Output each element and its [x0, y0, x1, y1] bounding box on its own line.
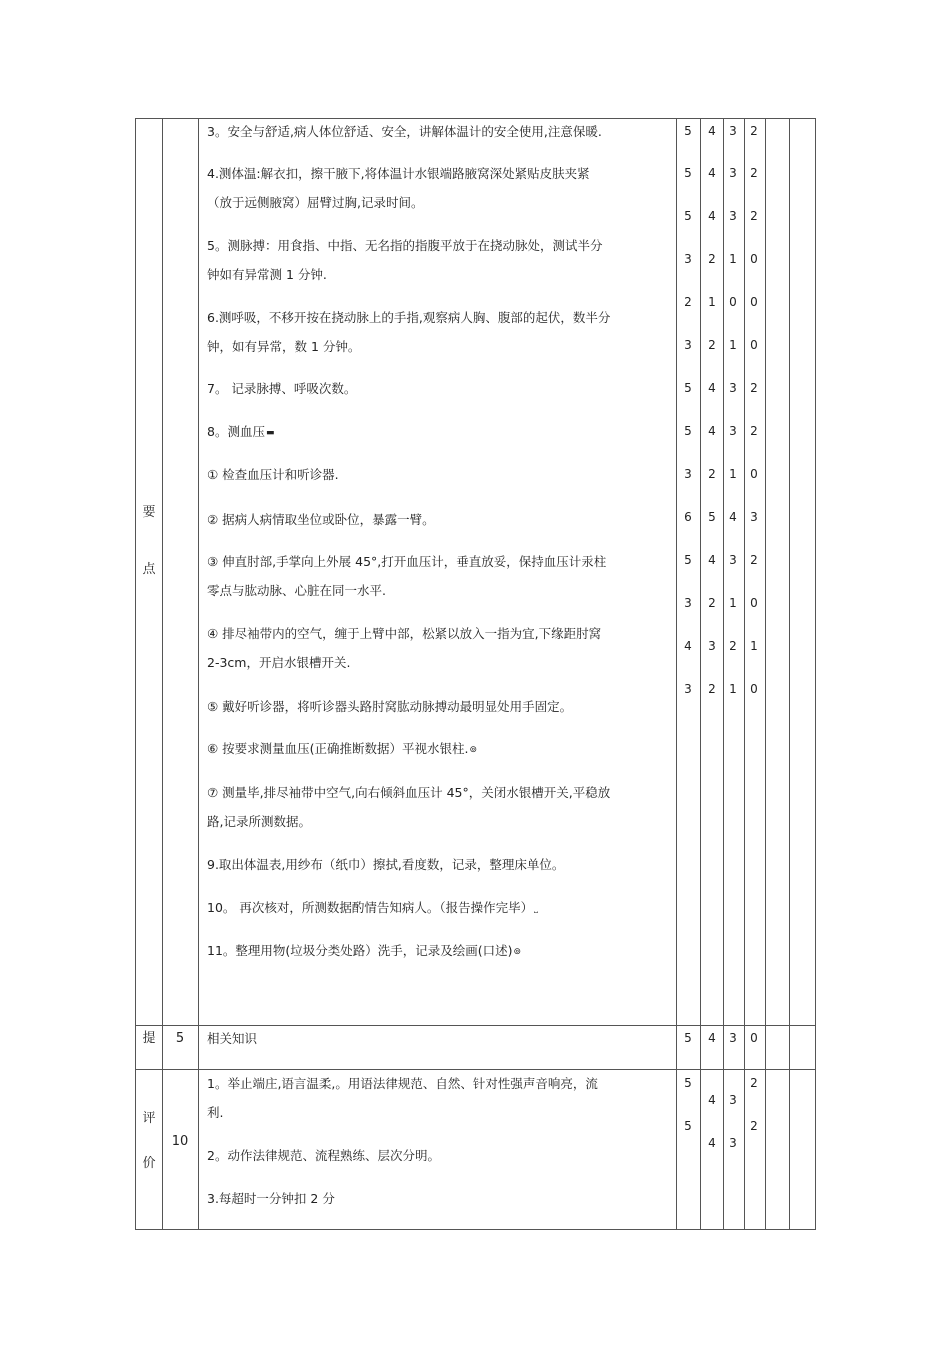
category-label: 提: [142, 1031, 156, 1046]
grade-value: 5: [684, 124, 692, 138]
criterion-text: ⑤ 戴好听诊器，将听诊器头路肘窝肱动脉搏动最明显处用手固定。: [207, 699, 573, 714]
grade-value: 0: [750, 252, 758, 266]
grade-value: 2: [750, 1119, 758, 1133]
inline-mark-icon: ⎵: [534, 903, 538, 914]
col-line-3: [676, 118, 677, 1230]
grade-value: 5: [708, 510, 716, 524]
criterion-text: （放于远侧腋窝）屈臂过胸,记录时间。: [207, 195, 424, 210]
criterion-text: ⑦ 测量毕,排尽袖带中空气,向右倾斜血压计 45°，关闭水银槽开关,平稳放: [207, 785, 611, 800]
row-divider-2: [135, 1069, 816, 1070]
criterion-text: 钟如有异常测 1 分钟.: [207, 267, 327, 282]
grade-value: 4: [708, 1093, 716, 1107]
grade-value: 3: [684, 682, 692, 696]
criterion-text: 2。动作法律规范、流程熟练、层次分明。: [207, 1148, 440, 1163]
criterion-text: 路,记录所测数据。: [207, 814, 311, 829]
grade-value: 3: [684, 252, 692, 266]
grade-value: 2: [750, 166, 758, 180]
grade-value: 4: [708, 166, 716, 180]
grade-value: 0: [750, 596, 758, 610]
criterion-text: 8。测血压▬: [207, 424, 275, 439]
grade-value: 3: [729, 124, 737, 138]
grade-value: 3: [729, 424, 737, 438]
criterion-text: ② 据病人病情取坐位或卧位，暴露一臂。: [207, 512, 435, 527]
criterion-text: 利.: [207, 1105, 224, 1120]
grade-value: 1: [729, 338, 737, 352]
criterion-text: 3。安全与舒适,病人体位舒适、安全，讲解体温计的安全使用,注意保暖.: [207, 124, 602, 139]
category-label: 要: [142, 505, 156, 520]
grade-value: 2: [708, 252, 716, 266]
col-line-9: [815, 118, 816, 1230]
grade-value: 3: [729, 381, 737, 395]
col-line-0: [135, 118, 136, 1230]
col-line-6: [744, 118, 745, 1230]
grade-value: 1: [729, 596, 737, 610]
criterion-text: 7。 记录脉搏、呼吸次数。: [207, 381, 357, 396]
col-line-8: [789, 118, 790, 1230]
grade-value: 3: [729, 553, 737, 567]
grade-value: 0: [750, 467, 758, 481]
grade-value: 1: [729, 467, 737, 481]
grade-value: 2: [684, 295, 692, 309]
grade-value: 6: [684, 510, 692, 524]
section-score: 5: [175, 1031, 185, 1046]
grade-value: 2: [750, 553, 758, 567]
grade-value: 4: [708, 553, 716, 567]
grade-value: 0: [729, 295, 737, 309]
criterion-text: 4.测体温:解衣扣，擦干腋下,将体温计水银端路腋窝深处紧贴皮肤夹紧: [207, 166, 590, 181]
grade-value: 1: [729, 252, 737, 266]
criterion-text: 2-3cm，开启水银槽开关.: [207, 655, 351, 670]
grade-value: 5: [684, 1119, 692, 1133]
grade-value: 1: [708, 295, 716, 309]
grade-value: 0: [750, 682, 758, 696]
grade-value: 3: [750, 510, 758, 524]
col-line-2: [198, 118, 199, 1230]
inline-mark-icon: ⊚: [513, 946, 522, 957]
grade-value: 4: [708, 124, 716, 138]
section-score: 10: [171, 1134, 189, 1149]
col-line-1: [162, 118, 163, 1230]
grade-value: 5: [684, 166, 692, 180]
grade-value: 5: [684, 1076, 692, 1090]
grade-value: 3: [729, 1136, 737, 1150]
criterion-text: 9.取出体温表,用纱布（纸巾）擦拭,看度数，记录，整理床单位。: [207, 857, 565, 872]
grade-value: 5: [684, 424, 692, 438]
col-line-5: [723, 118, 724, 1230]
criterion-text: ① 检查血压计和听诊器.: [207, 467, 339, 482]
col-line-4: [700, 118, 701, 1230]
criterion-text: 11。整理用物(垃圾分类处路）洗手，记录及绘画(口述)⊚: [207, 943, 522, 958]
grade-value: 3: [729, 166, 737, 180]
grade-value: 2: [708, 596, 716, 610]
row-divider-1: [135, 1025, 816, 1026]
table-bottom-border: [135, 1229, 816, 1230]
grade-value: 4: [708, 209, 716, 223]
grade-value: 2: [750, 124, 758, 138]
criterion-text: 5。测脉搏：用食指、中指、无名指的指腹平放于在挠动脉处，测试半分: [207, 238, 603, 253]
grade-value: 1: [750, 639, 758, 653]
grade-value: 5: [684, 1031, 692, 1045]
grade-value: 3: [708, 639, 716, 653]
grade-value: 4: [708, 381, 716, 395]
grade-value: 4: [708, 1031, 716, 1045]
grade-value: 2: [750, 1076, 758, 1090]
grade-value: 2: [750, 424, 758, 438]
criterion-text: 1。举止端庄,语言温柔,。用语法律规范、自然、针对性强声音响亮，流: [207, 1076, 598, 1091]
criterion-text: 10。 再次核对，所测数据酌情告知病人。（报告操作完毕）⎵: [207, 900, 538, 915]
grade-value: 3: [729, 209, 737, 223]
inline-mark-icon: ⊚: [469, 744, 478, 755]
grade-value: 0: [750, 295, 758, 309]
category-label: 点: [142, 562, 156, 577]
table-top-border: [135, 118, 816, 119]
criterion-text: ⑥ 按要求测量血压(正确推断数据）平视水银柱.⊚: [207, 741, 478, 756]
grade-value: 2: [708, 467, 716, 481]
criterion-text: 钟，如有异常，数 1 分钟。: [207, 339, 361, 354]
grade-value: 4: [708, 1136, 716, 1150]
category-label: 评: [142, 1111, 156, 1126]
grade-value: 1: [729, 682, 737, 696]
grade-value: 3: [684, 596, 692, 610]
criterion-text: 相关知识: [207, 1031, 258, 1046]
grade-value: 4: [729, 510, 737, 524]
grade-value: 4: [684, 639, 692, 653]
grade-value: 3: [684, 338, 692, 352]
inline-mark-icon: ▬: [265, 427, 275, 438]
grade-value: 2: [750, 209, 758, 223]
grade-value: 3: [729, 1031, 737, 1045]
criterion-text: 6.测呼吸，不移开按在挠动脉上的手指,观察病人胸、腹部的起伏，数半分: [207, 310, 611, 325]
criterion-text: ④ 排尽袖带内的空气，缠于上臂中部，松紧以放入一指为宜,下缘距肘窝: [207, 626, 602, 641]
criterion-text: 3.每超时一分钟扣 2 分: [207, 1191, 335, 1206]
grade-value: 2: [708, 338, 716, 352]
criterion-text: 零点与肱动脉、心脏在同一水平.: [207, 583, 386, 598]
grade-value: 2: [708, 682, 716, 696]
grade-value: 5: [684, 553, 692, 567]
grade-value: 4: [708, 424, 716, 438]
category-label: 价: [142, 1156, 156, 1171]
grade-value: 3: [684, 467, 692, 481]
grade-value: 2: [750, 381, 758, 395]
grade-value: 3: [729, 1093, 737, 1107]
grade-value: 5: [684, 209, 692, 223]
grade-value: 0: [750, 1031, 758, 1045]
grade-value: 0: [750, 338, 758, 352]
grade-value: 2: [729, 639, 737, 653]
criterion-text: ③ 伸直肘部,手掌向上外展 45°,打开血压计，垂直放妥，保持血压计汞柱: [207, 554, 607, 569]
grade-value: 5: [684, 381, 692, 395]
col-line-7: [765, 118, 766, 1230]
